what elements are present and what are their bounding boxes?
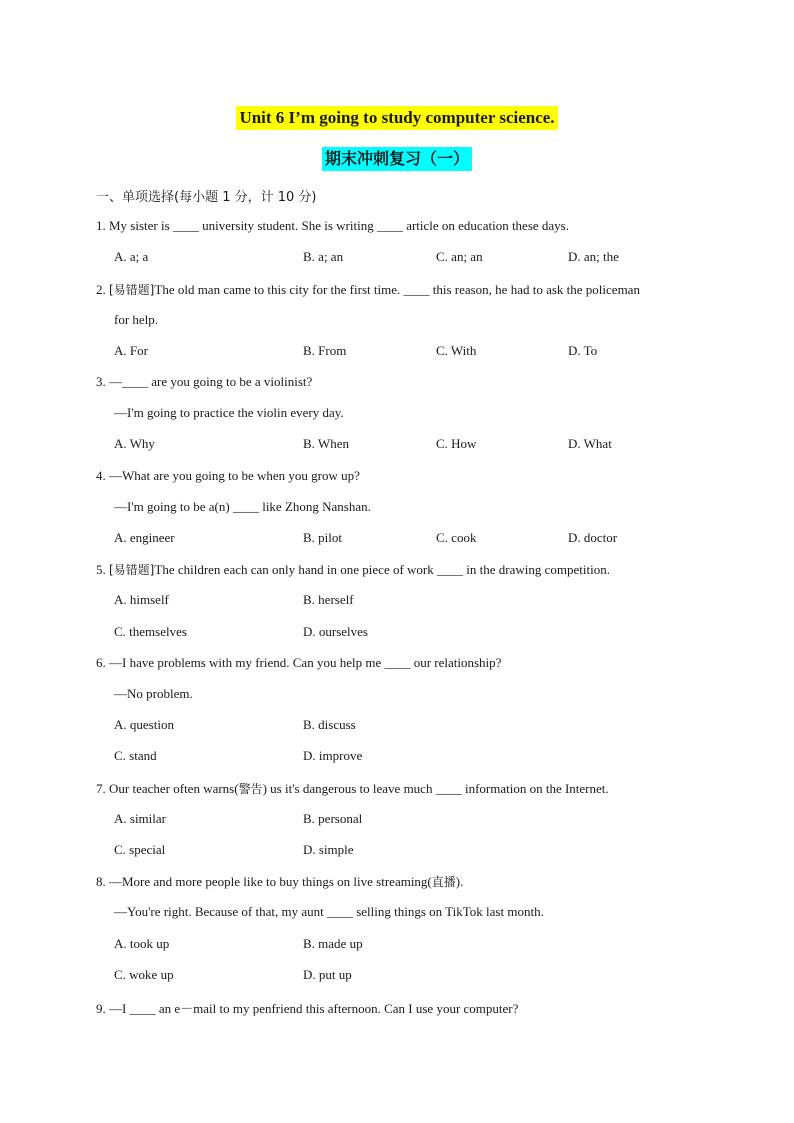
option-a: A. engineer: [114, 530, 175, 545]
question-continuation: —I'm going to be a(n) ____ like Zhong Nanshan.: [114, 499, 371, 514]
option-d: D. To: [568, 343, 598, 358]
question-gloss: 警告: [238, 782, 263, 796]
option-d: D. an; the: [568, 249, 619, 264]
option-b: B. personal: [303, 811, 363, 826]
subtitle-row: [0, 147, 794, 171]
option-a: A. a; a: [114, 249, 149, 264]
question-text: —____ are you going to be a violinist?: [109, 374, 313, 389]
option-c: C. themselves: [114, 624, 187, 639]
question-text-end: ) us it's dangerous to leave much ____ information on the Internet.: [262, 781, 609, 796]
option-b: B. From: [303, 343, 347, 358]
option-c: C. How: [436, 436, 477, 451]
question-8: [96, 873, 463, 890]
option-c: C. special: [114, 842, 166, 857]
option-a: A. Why: [114, 436, 155, 451]
question-text-start: —More and more people like to buy things on live streaming(: [109, 874, 432, 889]
question-number: 7.: [96, 781, 106, 796]
question-continuation: —You're right. Because of that, my aunt ____ selling things on TikTok last month.: [114, 904, 544, 919]
option-d: D. What: [568, 436, 612, 451]
option-b: B. When: [303, 436, 349, 451]
question-6: [96, 655, 501, 671]
section-heading: 一、单项选择(每小题 1 分，计 10 分): [96, 190, 317, 205]
question-number: 8.: [96, 874, 106, 889]
question-tag: [易错题]: [109, 563, 155, 577]
option-b: B. made up: [303, 936, 363, 951]
option-c: C. stand: [114, 748, 157, 763]
question-number: 3.: [96, 374, 106, 389]
option-c: C. woke up: [114, 967, 174, 982]
option-b: B. a; an: [303, 249, 344, 264]
question-5: [96, 561, 610, 578]
option-d: D. ourselves: [303, 624, 368, 639]
question-number: 1.: [96, 218, 106, 233]
question-continuation: —I'm going to practice the violin every day.: [114, 405, 344, 420]
question-2: [96, 281, 640, 298]
option-d: D. improve: [303, 748, 363, 763]
question-number: 5.: [96, 562, 106, 577]
option-a: A. took up: [114, 936, 170, 951]
question-text-start: Our teacher often warns(: [109, 781, 239, 796]
question-continuation: for help.: [114, 312, 159, 327]
question-number: 9.: [96, 1001, 106, 1016]
option-c: C. an; an: [436, 249, 483, 264]
option-d: D. doctor: [568, 530, 618, 545]
option-c: C. With: [436, 343, 477, 358]
option-d: D. put up: [303, 967, 352, 982]
question-tag: [易错题]: [109, 283, 155, 297]
option-d: D. simple: [303, 842, 354, 857]
question-number: 4.: [96, 468, 106, 483]
question-text-end: ).: [455, 874, 464, 889]
option-b: B. discuss: [303, 717, 356, 732]
question-text: —I have problems with my friend. Can you help me ____ our relationship?: [109, 655, 502, 670]
question-continuation: —No problem.: [114, 686, 193, 701]
question-text: My sister is ____ university student. She is writing ____ article on education these days.: [109, 218, 569, 233]
option-a: A. question: [114, 717, 174, 732]
question-9: [96, 998, 518, 1017]
option-c: C. cook: [436, 530, 477, 545]
question-gloss: 直播: [431, 875, 456, 889]
question-text: The children each can only hand in one piece of work ____ in the drawing competition.: [154, 562, 610, 577]
option-b: B. herself: [303, 592, 354, 607]
question-number: 2.: [96, 282, 106, 297]
option-a: A. himself: [114, 592, 169, 607]
question-number: 6.: [96, 655, 106, 670]
document-subtitle: 期末冲刺复习（一）: [322, 147, 472, 171]
document-title: Unit 6 I’m going to study computer science.: [236, 106, 557, 130]
option-a: A. For: [114, 343, 148, 358]
question-3: [96, 374, 312, 390]
question-text: —I ____ an e－mail to my penfriend this afternoon. Can I use your computer?: [109, 1001, 519, 1016]
option-a: A. similar: [114, 811, 166, 826]
question-4: [96, 468, 360, 484]
option-b: B. pilot: [303, 530, 343, 545]
question-text: —What are you going to be when you grow up?: [109, 468, 360, 483]
title-row: [0, 106, 794, 130]
question-text: The old man came to this city for the first time. ____ this reason, he had to ask the policeman: [154, 282, 640, 297]
question-7: [96, 780, 609, 797]
question-1: [96, 218, 569, 234]
